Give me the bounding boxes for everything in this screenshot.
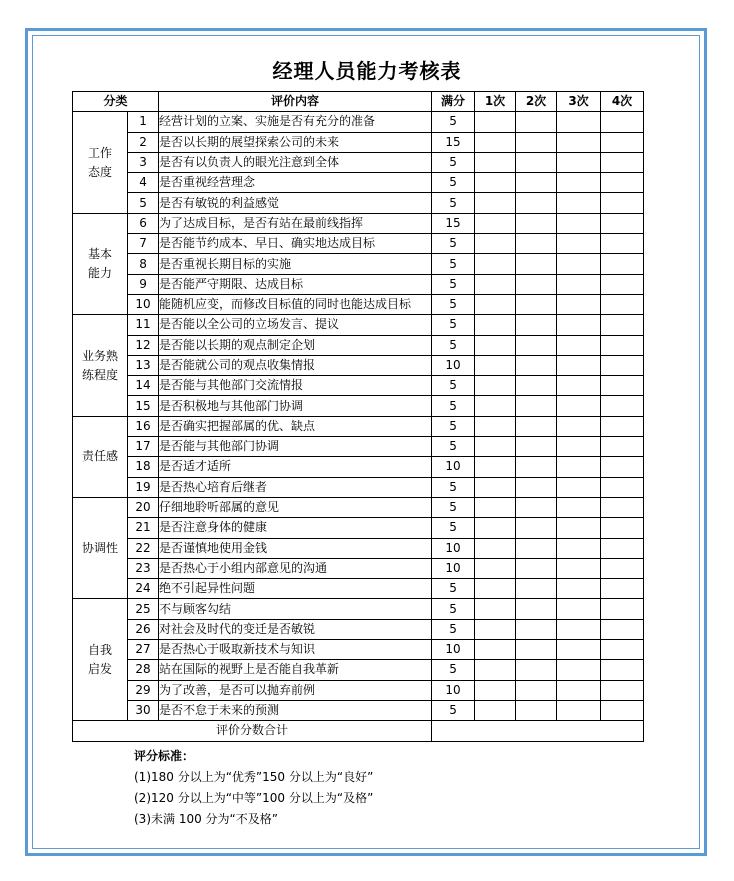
score-cell-round-3 bbox=[557, 518, 601, 538]
item-text: 绝不引起异性问题 bbox=[159, 579, 432, 599]
score-cell-round-2 bbox=[516, 619, 557, 639]
item-number: 20 bbox=[128, 497, 159, 517]
item-number: 3 bbox=[128, 152, 159, 172]
total-value-cell bbox=[432, 721, 644, 741]
table-row bbox=[73, 599, 644, 619]
score-cell-round-3 bbox=[557, 254, 601, 274]
score-cell-round-3 bbox=[557, 538, 601, 558]
table-row bbox=[73, 619, 644, 639]
item-text: 是否能以长期的观点制定企划 bbox=[159, 335, 432, 355]
score-cell-round-1 bbox=[475, 335, 516, 355]
score-cell-round-4 bbox=[601, 315, 644, 335]
table-row bbox=[73, 700, 644, 720]
item-max-score: 5 bbox=[432, 660, 475, 680]
score-cell-round-1 bbox=[475, 254, 516, 274]
item-number: 16 bbox=[128, 416, 159, 436]
item-text: 是否能严守期限、达成目标 bbox=[159, 274, 432, 294]
item-text: 能随机应变，而修改目标值的同时也能达成目标 bbox=[159, 294, 432, 314]
score-cell-round-1 bbox=[475, 640, 516, 660]
score-cell-round-1 bbox=[475, 497, 516, 517]
score-cell-round-2 bbox=[516, 315, 557, 335]
table-row bbox=[73, 396, 644, 416]
score-cell-round-3 bbox=[557, 152, 601, 172]
score-cell-round-4 bbox=[601, 518, 644, 538]
header-round-2: 2次 bbox=[516, 92, 557, 112]
score-cell-round-3 bbox=[557, 132, 601, 152]
item-max-score: 5 bbox=[432, 599, 475, 619]
total-row bbox=[73, 721, 644, 741]
score-cell-round-2 bbox=[516, 376, 557, 396]
table-row bbox=[73, 112, 644, 132]
scoring-criteria bbox=[134, 746, 373, 830]
item-max-score: 10 bbox=[432, 355, 475, 375]
category-cell: 工作 态度 bbox=[73, 112, 128, 213]
header-category: 分类 bbox=[73, 92, 159, 112]
table-row bbox=[73, 579, 644, 599]
score-cell-round-1 bbox=[475, 315, 516, 335]
score-cell-round-1 bbox=[475, 558, 516, 578]
score-cell-round-1 bbox=[475, 538, 516, 558]
score-cell-round-3 bbox=[557, 457, 601, 477]
table-row bbox=[73, 437, 644, 457]
criteria-line: (3)未满 100 分为“不及格” bbox=[134, 812, 278, 826]
score-cell-round-3 bbox=[557, 477, 601, 497]
item-number: 28 bbox=[128, 660, 159, 680]
table-row bbox=[73, 518, 644, 538]
score-cell-round-4 bbox=[601, 173, 644, 193]
item-text: 是否有以负责人的眼光注意到全体 bbox=[159, 152, 432, 172]
table-row bbox=[73, 193, 644, 213]
item-max-score: 5 bbox=[432, 437, 475, 457]
score-cell-round-4 bbox=[601, 477, 644, 497]
header-row bbox=[73, 92, 644, 112]
score-cell-round-3 bbox=[557, 437, 601, 457]
score-cell-round-2 bbox=[516, 234, 557, 254]
score-cell-round-2 bbox=[516, 579, 557, 599]
score-cell-round-4 bbox=[601, 437, 644, 457]
table-row bbox=[73, 234, 644, 254]
score-cell-round-4 bbox=[601, 152, 644, 172]
item-max-score: 5 bbox=[432, 294, 475, 314]
score-cell-round-2 bbox=[516, 497, 557, 517]
score-cell-round-1 bbox=[475, 132, 516, 152]
table-row bbox=[73, 335, 644, 355]
score-cell-round-3 bbox=[557, 193, 601, 213]
table-row bbox=[73, 416, 644, 436]
score-cell-round-1 bbox=[475, 234, 516, 254]
score-cell-round-4 bbox=[601, 457, 644, 477]
table-row bbox=[73, 294, 644, 314]
item-number: 21 bbox=[128, 518, 159, 538]
item-number: 24 bbox=[128, 579, 159, 599]
score-cell-round-1 bbox=[475, 396, 516, 416]
evaluation-table bbox=[72, 91, 644, 742]
item-max-score: 15 bbox=[432, 132, 475, 152]
document-title: 经理人员能力考核表 bbox=[272, 59, 462, 83]
score-cell-round-1 bbox=[475, 152, 516, 172]
item-max-score: 10 bbox=[432, 558, 475, 578]
score-cell-round-4 bbox=[601, 193, 644, 213]
item-text: 是否能节约成本、早日、确实地达成目标 bbox=[159, 234, 432, 254]
score-cell-round-4 bbox=[601, 619, 644, 639]
score-cell-round-3 bbox=[557, 294, 601, 314]
table-row bbox=[73, 640, 644, 660]
item-number: 13 bbox=[128, 355, 159, 375]
item-number: 19 bbox=[128, 477, 159, 497]
item-text: 是否热心培育后继者 bbox=[159, 477, 432, 497]
total-label: 评价分数合计 bbox=[73, 721, 432, 741]
score-cell-round-1 bbox=[475, 619, 516, 639]
table-row bbox=[73, 497, 644, 517]
item-max-score: 5 bbox=[432, 416, 475, 436]
item-max-score: 5 bbox=[432, 376, 475, 396]
score-cell-round-3 bbox=[557, 376, 601, 396]
category-cell: 业务熟 练程度 bbox=[73, 315, 128, 416]
table-row bbox=[73, 355, 644, 375]
item-number: 8 bbox=[128, 254, 159, 274]
item-number: 25 bbox=[128, 599, 159, 619]
table-row bbox=[73, 376, 644, 396]
header-round-3: 3次 bbox=[557, 92, 601, 112]
score-cell-round-3 bbox=[557, 700, 601, 720]
score-cell-round-1 bbox=[475, 213, 516, 233]
score-cell-round-4 bbox=[601, 640, 644, 660]
score-cell-round-1 bbox=[475, 416, 516, 436]
score-cell-round-1 bbox=[475, 599, 516, 619]
item-max-score: 5 bbox=[432, 152, 475, 172]
score-cell-round-2 bbox=[516, 558, 557, 578]
score-cell-round-4 bbox=[601, 558, 644, 578]
item-max-score: 5 bbox=[432, 396, 475, 416]
item-max-score: 5 bbox=[432, 579, 475, 599]
score-cell-round-2 bbox=[516, 254, 557, 274]
score-cell-round-1 bbox=[475, 112, 516, 132]
item-max-score: 10 bbox=[432, 640, 475, 660]
score-cell-round-2 bbox=[516, 132, 557, 152]
item-number: 27 bbox=[128, 640, 159, 660]
table-row bbox=[73, 132, 644, 152]
item-text: 是否适才适所 bbox=[159, 457, 432, 477]
criteria-line: (1)180 分以上为“优秀”150 分以上为“良好” bbox=[134, 770, 374, 784]
score-cell-round-4 bbox=[601, 274, 644, 294]
score-cell-round-1 bbox=[475, 457, 516, 477]
table-row bbox=[73, 660, 644, 680]
score-cell-round-2 bbox=[516, 294, 557, 314]
score-cell-round-2 bbox=[516, 112, 557, 132]
header-content: 评价内容 bbox=[159, 92, 432, 112]
table-row bbox=[73, 315, 644, 335]
score-cell-round-2 bbox=[516, 680, 557, 700]
table-row bbox=[73, 477, 644, 497]
item-number: 7 bbox=[128, 234, 159, 254]
item-number: 6 bbox=[128, 213, 159, 233]
score-cell-round-3 bbox=[557, 497, 601, 517]
table-row bbox=[73, 538, 644, 558]
score-cell-round-3 bbox=[557, 396, 601, 416]
item-max-score: 10 bbox=[432, 457, 475, 477]
score-cell-round-1 bbox=[475, 193, 516, 213]
table-row bbox=[73, 457, 644, 477]
item-text: 是否不怠于未来的预测 bbox=[159, 700, 432, 720]
item-text: 是否热心于小组内部意见的沟通 bbox=[159, 558, 432, 578]
table-row bbox=[73, 213, 644, 233]
score-cell-round-2 bbox=[516, 437, 557, 457]
score-cell-round-2 bbox=[516, 599, 557, 619]
item-max-score: 5 bbox=[432, 112, 475, 132]
score-cell-round-2 bbox=[516, 355, 557, 375]
item-number: 11 bbox=[128, 315, 159, 335]
item-text: 是否能与其他部门协调 bbox=[159, 437, 432, 457]
table-row bbox=[73, 558, 644, 578]
item-number: 26 bbox=[128, 619, 159, 639]
item-text: 是否积极地与其他部门协调 bbox=[159, 396, 432, 416]
item-number: 4 bbox=[128, 173, 159, 193]
item-number: 22 bbox=[128, 538, 159, 558]
score-cell-round-1 bbox=[475, 579, 516, 599]
score-cell-round-2 bbox=[516, 416, 557, 436]
score-cell-round-2 bbox=[516, 660, 557, 680]
score-cell-round-4 bbox=[601, 355, 644, 375]
score-cell-round-4 bbox=[601, 254, 644, 274]
score-cell-round-2 bbox=[516, 538, 557, 558]
score-cell-round-4 bbox=[601, 700, 644, 720]
score-cell-round-4 bbox=[601, 234, 644, 254]
item-text: 是否重视经营理念 bbox=[159, 173, 432, 193]
score-cell-round-3 bbox=[557, 660, 601, 680]
item-text: 仔细地聆听部属的意见 bbox=[159, 497, 432, 517]
score-cell-round-3 bbox=[557, 579, 601, 599]
item-text: 经营计划的立案、实施是否有充分的准备 bbox=[159, 112, 432, 132]
item-number: 23 bbox=[128, 558, 159, 578]
score-cell-round-2 bbox=[516, 457, 557, 477]
item-text: 是否重视长期目标的实施 bbox=[159, 254, 432, 274]
item-max-score: 5 bbox=[432, 274, 475, 294]
item-max-score: 5 bbox=[432, 173, 475, 193]
score-cell-round-2 bbox=[516, 640, 557, 660]
item-max-score: 15 bbox=[432, 213, 475, 233]
item-number: 17 bbox=[128, 437, 159, 457]
item-number: 15 bbox=[128, 396, 159, 416]
item-number: 2 bbox=[128, 132, 159, 152]
score-cell-round-3 bbox=[557, 274, 601, 294]
score-cell-round-4 bbox=[601, 294, 644, 314]
score-cell-round-4 bbox=[601, 599, 644, 619]
item-number: 12 bbox=[128, 335, 159, 355]
header-round-1: 1次 bbox=[475, 92, 516, 112]
score-cell-round-2 bbox=[516, 173, 557, 193]
score-cell-round-1 bbox=[475, 660, 516, 680]
score-cell-round-3 bbox=[557, 558, 601, 578]
score-cell-round-2 bbox=[516, 213, 557, 233]
item-max-score: 5 bbox=[432, 335, 475, 355]
score-cell-round-1 bbox=[475, 477, 516, 497]
item-number: 30 bbox=[128, 700, 159, 720]
score-cell-round-3 bbox=[557, 619, 601, 639]
score-cell-round-2 bbox=[516, 152, 557, 172]
item-max-score: 10 bbox=[432, 538, 475, 558]
category-cell: 协调性 bbox=[73, 497, 128, 598]
category-cell: 基本 能力 bbox=[73, 213, 128, 314]
item-text: 是否注意身体的健康 bbox=[159, 518, 432, 538]
table-row bbox=[73, 680, 644, 700]
item-max-score: 5 bbox=[432, 193, 475, 213]
score-cell-round-4 bbox=[601, 376, 644, 396]
item-max-score: 5 bbox=[432, 477, 475, 497]
table-row bbox=[73, 254, 644, 274]
score-cell-round-2 bbox=[516, 518, 557, 538]
item-number: 1 bbox=[128, 112, 159, 132]
score-cell-round-3 bbox=[557, 213, 601, 233]
score-cell-round-4 bbox=[601, 497, 644, 517]
header-max: 满分 bbox=[432, 92, 475, 112]
score-cell-round-1 bbox=[475, 518, 516, 538]
item-text: 为了改善，是否可以抛弃前例 bbox=[159, 680, 432, 700]
item-max-score: 10 bbox=[432, 680, 475, 700]
item-number: 29 bbox=[128, 680, 159, 700]
criteria-line: (2)120 分以上为“中等”100 分以上为“及格” bbox=[134, 791, 374, 805]
table-row bbox=[73, 274, 644, 294]
score-cell-round-3 bbox=[557, 355, 601, 375]
score-cell-round-1 bbox=[475, 437, 516, 457]
item-max-score: 5 bbox=[432, 254, 475, 274]
category-cell: 自我 启发 bbox=[73, 599, 128, 721]
score-cell-round-2 bbox=[516, 193, 557, 213]
item-max-score: 5 bbox=[432, 700, 475, 720]
item-text: 是否热心于吸取新技术与知识 bbox=[159, 640, 432, 660]
item-text: 是否以长期的展望探索公司的未来 bbox=[159, 132, 432, 152]
item-text: 是否确实把握部属的优、缺点 bbox=[159, 416, 432, 436]
score-cell-round-1 bbox=[475, 355, 516, 375]
item-text: 是否能以全公司的立场发言、提议 bbox=[159, 315, 432, 335]
item-text: 站在国际的视野上是否能自我革新 bbox=[159, 660, 432, 680]
item-number: 5 bbox=[128, 193, 159, 213]
item-text: 是否有敏锐的利益感觉 bbox=[159, 193, 432, 213]
table-row bbox=[73, 173, 644, 193]
score-cell-round-1 bbox=[475, 376, 516, 396]
score-cell-round-3 bbox=[557, 599, 601, 619]
score-cell-round-1 bbox=[475, 274, 516, 294]
score-cell-round-4 bbox=[601, 213, 644, 233]
item-text: 是否能与其他部门交流情报 bbox=[159, 376, 432, 396]
score-cell-round-2 bbox=[516, 396, 557, 416]
score-cell-round-4 bbox=[601, 538, 644, 558]
score-cell-round-3 bbox=[557, 335, 601, 355]
item-max-score: 5 bbox=[432, 234, 475, 254]
item-text: 为了达成目标，是否有站在最前线指挥 bbox=[159, 213, 432, 233]
item-number: 18 bbox=[128, 457, 159, 477]
item-max-score: 5 bbox=[432, 497, 475, 517]
score-cell-round-4 bbox=[601, 335, 644, 355]
score-cell-round-3 bbox=[557, 315, 601, 335]
score-cell-round-1 bbox=[475, 294, 516, 314]
item-number: 10 bbox=[128, 294, 159, 314]
item-text: 是否谨慎地使用金钱 bbox=[159, 538, 432, 558]
score-cell-round-2 bbox=[516, 477, 557, 497]
score-cell-round-3 bbox=[557, 173, 601, 193]
table-row bbox=[73, 152, 644, 172]
score-cell-round-3 bbox=[557, 234, 601, 254]
score-cell-round-4 bbox=[601, 416, 644, 436]
item-max-score: 5 bbox=[432, 518, 475, 538]
category-cell: 责任感 bbox=[73, 416, 128, 497]
item-text: 不与顾客勾结 bbox=[159, 599, 432, 619]
header-round-4: 4次 bbox=[601, 92, 644, 112]
score-cell-round-3 bbox=[557, 640, 601, 660]
score-cell-round-3 bbox=[557, 112, 601, 132]
score-cell-round-4 bbox=[601, 396, 644, 416]
score-cell-round-4 bbox=[601, 112, 644, 132]
score-cell-round-4 bbox=[601, 680, 644, 700]
criteria-heading: 评分标准： bbox=[134, 749, 195, 763]
item-text: 是否能就公司的观点收集情报 bbox=[159, 355, 432, 375]
score-cell-round-2 bbox=[516, 335, 557, 355]
score-cell-round-3 bbox=[557, 680, 601, 700]
item-number: 9 bbox=[128, 274, 159, 294]
score-cell-round-4 bbox=[601, 660, 644, 680]
item-text: 对社会及时代的变迁是否敏锐 bbox=[159, 619, 432, 639]
score-cell-round-1 bbox=[475, 680, 516, 700]
score-cell-round-1 bbox=[475, 173, 516, 193]
score-cell-round-3 bbox=[557, 416, 601, 436]
score-cell-round-2 bbox=[516, 700, 557, 720]
score-cell-round-4 bbox=[601, 132, 644, 152]
score-cell-round-2 bbox=[516, 274, 557, 294]
item-number: 14 bbox=[128, 376, 159, 396]
score-cell-round-1 bbox=[475, 700, 516, 720]
item-max-score: 5 bbox=[432, 619, 475, 639]
score-cell-round-4 bbox=[601, 579, 644, 599]
item-max-score: 5 bbox=[432, 315, 475, 335]
